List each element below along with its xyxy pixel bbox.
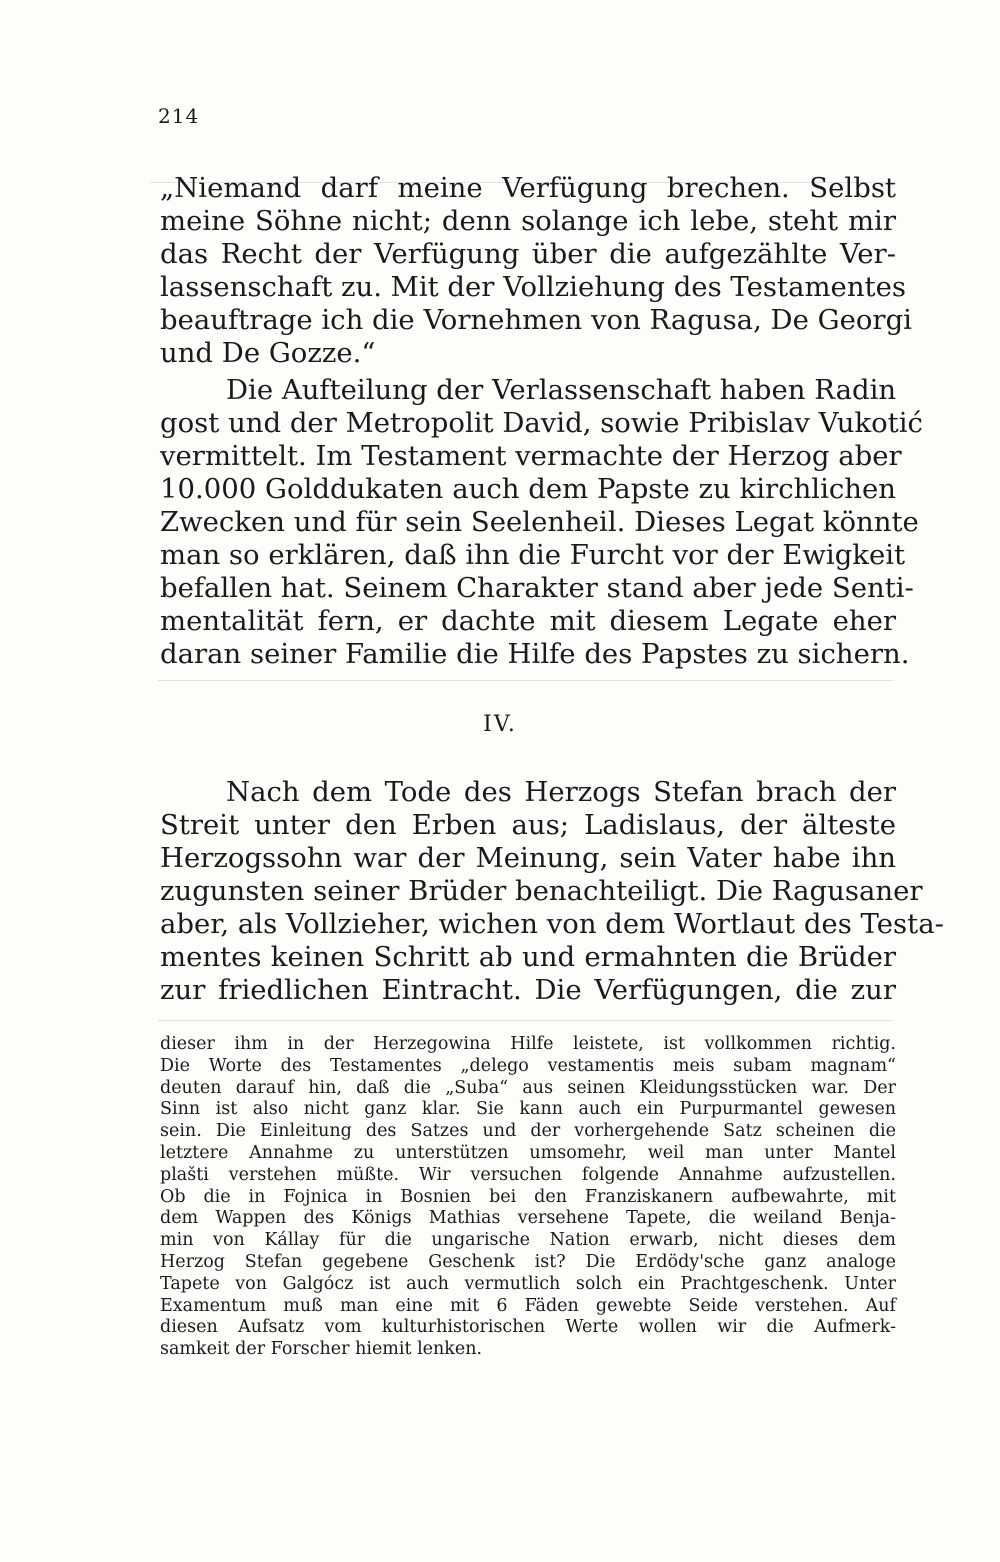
text-line: vermittelt. Im Testament vermachte der Herzog aber: [160, 440, 902, 472]
footnote-line: letztere Annahme zu unterstützen umsomehr, weil man unter Mantel: [160, 1142, 896, 1163]
text-line: gost und der Metropolit David, sowie Pribislav Vukotić: [160, 407, 923, 439]
text-line: Streit unter den Erben aus; Ladislaus, der älteste: [160, 809, 896, 841]
footnote-line: sein. Die Einleitung des Satzes und der vorhergehende Satz scheinen die: [160, 1121, 896, 1142]
footnote-line: Tapete von Galgócz ist auch vermutlich solch ein Prachtgeschenk. Unter: [160, 1273, 896, 1294]
text-line: befallen hat. Seinem Charakter stand aber jede Senti-: [160, 572, 914, 604]
text-line: Nach dem Tode des Herzogs Stefan brach der: [226, 776, 896, 808]
paragraph-inheritance: [160, 374, 923, 671]
footnote-line: diesen Aufsatz vom kulturhistorischen Werte wollen wir die Aufmerk-: [160, 1317, 896, 1338]
text-line: Die Aufteilung der Verlassenschaft haben Radin: [226, 374, 897, 406]
text-line: mentes keinen Schritt ab und ermahnten die Brüder: [160, 941, 896, 973]
text-line: daran seiner Familie die Hilfe des Papstes zu sichern.: [160, 638, 910, 670]
text-line: zur friedlichen Eintracht. Die Verfügungen, die zur: [160, 974, 896, 1006]
text-line: aber, als Vollzieher, wichen von dem Wortlaut des Testa-: [160, 908, 944, 940]
text-line: 10.000 Golddukaten auch dem Papste zu kirchlichen: [160, 473, 896, 505]
text-line: lassenschaft zu. Mit der Vollziehung des Testamentes: [160, 271, 906, 303]
footnote-line: dieser ihm in der Herzegowina Hilfe leistete, ist vollkommen richtig.: [160, 1034, 896, 1054]
show-through-line: [158, 680, 893, 681]
footnote-line: plašti verstehen müßte. Wir versuchen folgende Annahme aufzustellen.: [160, 1164, 896, 1185]
text-line: beauftrage ich die Vornehmen von Ragusa, De Georgi: [160, 304, 912, 336]
text-line: und De Gozze.“: [160, 337, 376, 369]
footnote-line: Herzog Stefan gegebene Geschenk ist? Die Erdödy'sche ganz analoge: [160, 1251, 896, 1272]
footnote-line: deuten darauf hin, daß die „Suba“ aus seinen Kleidungsstücken war. Der: [160, 1077, 896, 1098]
text-line: das Recht der Verfügung über die aufgezählte Ver-: [160, 238, 896, 270]
section-heading: IV.: [483, 712, 517, 737]
footnote-line: samkeit der Forscher hiemit lenken.: [160, 1339, 483, 1360]
page-number: 214: [158, 104, 200, 128]
footnote-line: dem Wappen des Königs Mathias versehene Tapete, die weiland Benja-: [160, 1208, 896, 1229]
footnote-line: Examentum muß man eine mit 6 Fäden gewebte Seide verstehen. Auf: [160, 1295, 896, 1316]
footnote-line: Die Worte des Testamentes „delego vestamentis meis subam magnam“: [160, 1055, 896, 1076]
paragraph-quote: [160, 172, 912, 370]
show-through-line: [158, 1020, 893, 1021]
footnote: [160, 1034, 896, 1361]
footnote-line: Sinn ist also nicht ganz klar. Sie kann auch ein Purpurmantel gewesen: [160, 1099, 896, 1120]
paragraph-dispute: [160, 776, 944, 1007]
text-line: „Niemand darf meine Verfügung brechen. Selbst: [160, 172, 896, 204]
footnote-line: min von Kállay für die ungarische Nation erwarb, nicht dieses dem: [160, 1230, 896, 1251]
text-line: man so erklären, daß ihn die Furcht vor der Ewigkeit: [160, 539, 906, 571]
text-line: Herzogssohn war der Meinung, sein Vater habe ihn: [160, 842, 896, 874]
text-line: meine Söhne nicht; denn solange ich lebe, steht mir: [160, 205, 896, 237]
text-line: zugunsten seiner Brüder benachteiligt. Die Ragusaner: [160, 875, 923, 907]
text-line: mentalität fern, er dachte mit diesem Legate eher: [160, 605, 896, 637]
footnote-line: Ob die in Fojnica in Bosnien bei den Franziskanern aufbewahrte, mit: [160, 1186, 896, 1207]
text-line: Zwecken und für sein Seelenheil. Dieses Legat könnte: [160, 506, 919, 538]
